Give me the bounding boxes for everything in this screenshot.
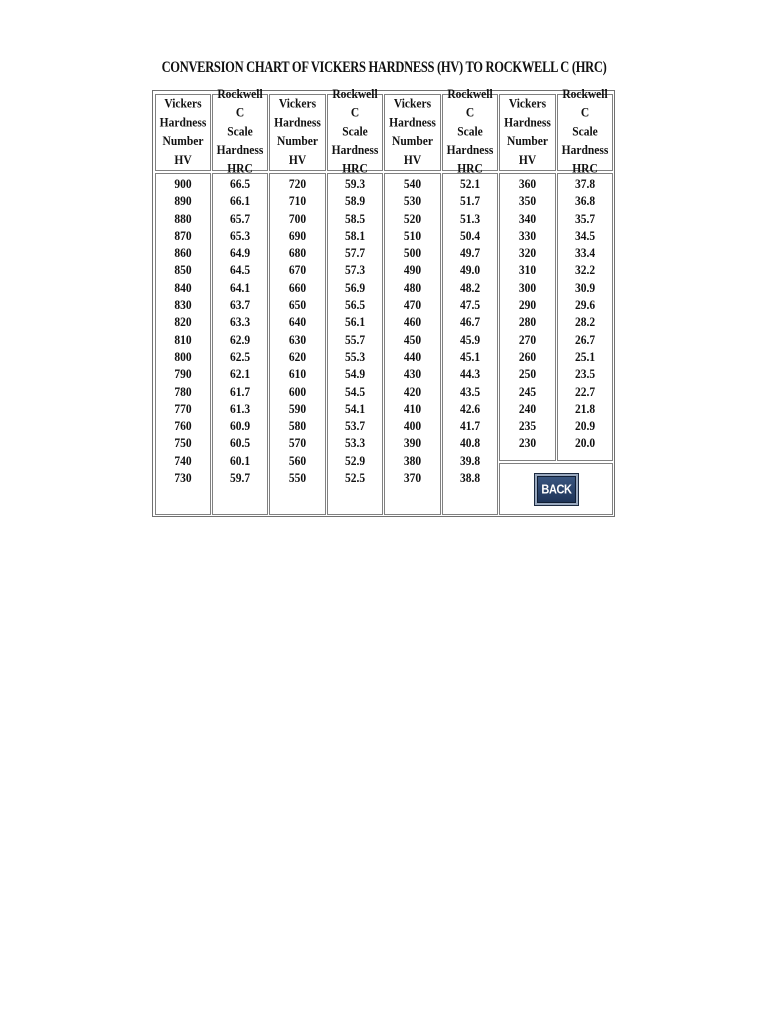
- vickers-value: 480: [403, 282, 422, 296]
- back-button-cell: [499, 463, 613, 515]
- rockwell-value: 66.5: [229, 178, 251, 192]
- rockwell-value: 22.7: [574, 385, 596, 400]
- rockwell-value: 65.7: [229, 212, 251, 227]
- vickers-value: 810: [174, 334, 192, 348]
- rockwell-value: 60.5: [229, 437, 251, 451]
- rockwell-value: 61.3: [229, 403, 251, 417]
- rockwell-value: 42.6: [459, 403, 481, 417]
- rockwell-value: 53.3: [344, 437, 366, 451]
- rockwell-value: 54.5: [344, 385, 366, 400]
- vickers-value: 790: [174, 368, 192, 382]
- vickers-value: 260: [518, 351, 537, 365]
- header-label: Vickers Hardness Number HV: [159, 97, 207, 167]
- rockwell-value: 36.8: [574, 195, 596, 209]
- rockwell-value: 47.5: [459, 299, 481, 313]
- vickers-column: [155, 173, 211, 515]
- vickers-value: 640: [288, 316, 307, 330]
- rockwell-value: 62.9: [229, 334, 251, 348]
- vickers-value: 620: [288, 351, 307, 365]
- rockwell-value: 65.3: [229, 230, 251, 244]
- rockwell-value: 60.9: [229, 420, 251, 434]
- vickers-value: 370: [403, 472, 422, 486]
- rockwell-value: 34.5: [574, 230, 596, 244]
- rockwell-value: 33.4: [574, 247, 596, 261]
- rockwell-value: 54.9: [344, 368, 366, 382]
- rockwell-column: [557, 173, 613, 461]
- rockwell-value: 52.5: [344, 472, 366, 486]
- vickers-value: 570: [288, 437, 307, 451]
- vickers-value: 830: [174, 299, 192, 313]
- rockwell-value: 55.3: [344, 351, 366, 365]
- vickers-value: 690: [288, 230, 307, 244]
- rockwell-value: 49.7: [459, 247, 481, 261]
- rockwell-value: 45.9: [459, 334, 481, 348]
- vickers-value: 890: [174, 195, 192, 209]
- rockwell-value: 23.5: [574, 368, 596, 382]
- rockwell-value: 64.1: [229, 282, 251, 296]
- vickers-value: 330: [518, 230, 537, 244]
- vickers-value: 650: [288, 299, 307, 313]
- vickers-value: 750: [174, 437, 192, 451]
- rockwell-header: [442, 87, 498, 176]
- rockwell-value: 58.1: [344, 230, 366, 244]
- vickers-value: 540: [403, 178, 422, 192]
- vickers-value: 630: [288, 334, 307, 348]
- vickers-value: 710: [288, 195, 307, 209]
- rockwell-value: 49.0: [459, 264, 481, 279]
- vickers-value: 780: [174, 385, 192, 400]
- vickers-value: 460: [403, 316, 422, 330]
- vickers-column: [269, 173, 326, 515]
- vickers-value: 720: [288, 178, 307, 192]
- vickers-value: 600: [288, 385, 307, 400]
- vickers-value: 380: [403, 455, 422, 469]
- vickers-value: 680: [288, 247, 307, 261]
- vickers-value: 610: [288, 368, 307, 382]
- rockwell-value: 38.8: [459, 472, 481, 486]
- vickers-value: 800: [174, 351, 192, 365]
- vickers-value: 400: [403, 420, 422, 434]
- rockwell-value: 35.7: [574, 212, 596, 227]
- vickers-value: 245: [518, 385, 537, 400]
- vickers-value: 290: [518, 299, 537, 313]
- vickers-header: [155, 94, 211, 171]
- vickers-value: 770: [174, 403, 192, 417]
- rockwell-column: [212, 173, 268, 515]
- vickers-value: 870: [174, 230, 192, 244]
- rockwell-value: 56.1: [344, 316, 366, 330]
- rockwell-value: 57.3: [344, 264, 366, 279]
- rockwell-value: 51.3: [459, 212, 481, 227]
- rockwell-value: 44.3: [459, 368, 481, 382]
- rockwell-value: 21.8: [574, 403, 596, 417]
- header-label: Rockwell C Scale Hardness HRC: [446, 87, 494, 176]
- vickers-column: [499, 173, 556, 461]
- rockwell-value: 64.9: [229, 247, 251, 261]
- back-button[interactable]: [535, 474, 578, 505]
- rockwell-value: 64.5: [229, 264, 251, 279]
- rockwell-value: 57.7: [344, 247, 366, 261]
- back-button-label: BACK: [541, 482, 572, 497]
- rockwell-value: 28.2: [574, 316, 596, 330]
- header-label: Rockwell C Scale Hardness HRC: [331, 87, 379, 176]
- rockwell-value: 53.7: [344, 420, 366, 434]
- rockwell-value: 66.1: [229, 195, 251, 209]
- rockwell-value: 51.7: [459, 195, 481, 209]
- vickers-value: 880: [174, 212, 192, 227]
- header-label: Vickers Hardness Number HV: [389, 97, 436, 167]
- vickers-header: [269, 94, 326, 171]
- rockwell-value: 20.0: [574, 437, 596, 451]
- vickers-value: 740: [174, 455, 192, 469]
- vickers-value: 270: [518, 334, 537, 348]
- vickers-value: 230: [518, 437, 537, 451]
- vickers-value: 300: [518, 282, 537, 296]
- vickers-value: 430: [403, 368, 422, 382]
- rockwell-value: 56.9: [344, 282, 366, 296]
- vickers-value: 235: [518, 420, 537, 434]
- page-title: CONVERSION CHART OF VICKERS HARDNESS (HV) TO ROCKWELL C (HRC): [161, 58, 607, 76]
- rockwell-value: 46.7: [459, 316, 481, 330]
- rockwell-value: 59.7: [229, 472, 251, 486]
- rockwell-value: 25.1: [574, 351, 596, 365]
- rockwell-header: [557, 87, 613, 176]
- rockwell-header: [327, 87, 383, 176]
- rockwell-value: 20.9: [574, 420, 596, 434]
- header-label: Vickers Hardness Number HV: [504, 97, 551, 167]
- vickers-value: 440: [403, 351, 422, 365]
- vickers-value: 310: [518, 264, 537, 279]
- rockwell-value: 43.5: [459, 385, 481, 400]
- vickers-value: 820: [174, 316, 192, 330]
- rockwell-value: 63.7: [229, 299, 251, 313]
- vickers-value: 850: [174, 264, 192, 279]
- rockwell-value: 62.1: [229, 368, 251, 382]
- rockwell-value: 50.4: [459, 230, 481, 244]
- vickers-value: 580: [288, 420, 307, 434]
- vickers-value: 840: [174, 282, 192, 296]
- header-label: Vickers Hardness Number HV: [274, 97, 321, 167]
- rockwell-value: 63.3: [229, 316, 251, 330]
- rockwell-column: [327, 173, 383, 515]
- vickers-value: 490: [403, 264, 422, 279]
- header-label: Rockwell C Scale Hardness HRC: [216, 87, 264, 176]
- rockwell-value: 37.8: [574, 178, 596, 192]
- vickers-value: 860: [174, 247, 192, 261]
- conversion-table: [152, 87, 615, 517]
- vickers-value: 660: [288, 282, 307, 296]
- vickers-value: 350: [518, 195, 537, 209]
- vickers-value: 360: [518, 178, 537, 192]
- rockwell-value: 48.2: [459, 282, 481, 296]
- vickers-value: 900: [174, 178, 192, 192]
- rockwell-value: 40.8: [459, 437, 481, 451]
- rockwell-value: 32.2: [574, 264, 596, 279]
- rockwell-value: 26.7: [574, 334, 596, 348]
- rockwell-value: 59.3: [344, 178, 366, 192]
- rockwell-header: [212, 87, 268, 176]
- rockwell-value: 61.7: [229, 385, 251, 400]
- rockwell-value: 39.8: [459, 455, 481, 469]
- vickers-value: 560: [288, 455, 307, 469]
- vickers-value: 240: [518, 403, 537, 417]
- vickers-value: 340: [518, 212, 537, 227]
- rockwell-value: 54.1: [344, 403, 366, 417]
- vickers-value: 670: [288, 264, 307, 279]
- rockwell-value: 58.5: [344, 212, 366, 227]
- vickers-value: 450: [403, 334, 422, 348]
- vickers-value: 700: [288, 212, 307, 227]
- rockwell-value: 60.1: [229, 455, 251, 469]
- rockwell-value: 52.1: [459, 178, 481, 192]
- rockwell-value: 29.6: [574, 299, 596, 313]
- vickers-value: 530: [403, 195, 422, 209]
- vickers-value: 730: [174, 472, 192, 486]
- rockwell-value: 62.5: [229, 351, 251, 365]
- vickers-value: 470: [403, 299, 422, 313]
- rockwell-value: 45.1: [459, 351, 481, 365]
- rockwell-column: [442, 173, 498, 515]
- header-label: Rockwell C Scale Hardness HRC: [561, 87, 609, 176]
- rockwell-value: 41.7: [459, 420, 481, 434]
- vickers-value: 410: [403, 403, 422, 417]
- vickers-value: 760: [174, 420, 192, 434]
- vickers-value: 420: [403, 385, 422, 400]
- vickers-value: 550: [288, 472, 307, 486]
- vickers-value: 510: [403, 230, 422, 244]
- rockwell-value: 58.9: [344, 195, 366, 209]
- rockwell-value: 56.5: [344, 299, 366, 313]
- vickers-header: [384, 94, 441, 171]
- vickers-value: 250: [518, 368, 537, 382]
- rockwell-value: 52.9: [344, 455, 366, 469]
- rockwell-value: 55.7: [344, 334, 366, 348]
- rockwell-value: 30.9: [574, 282, 596, 296]
- vickers-value: 500: [403, 247, 422, 261]
- vickers-header: [499, 94, 556, 171]
- vickers-value: 280: [518, 316, 537, 330]
- vickers-value: 320: [518, 247, 537, 261]
- vickers-value: 390: [403, 437, 422, 451]
- vickers-column: [384, 173, 441, 515]
- vickers-value: 520: [403, 212, 422, 227]
- vickers-value: 590: [288, 403, 307, 417]
